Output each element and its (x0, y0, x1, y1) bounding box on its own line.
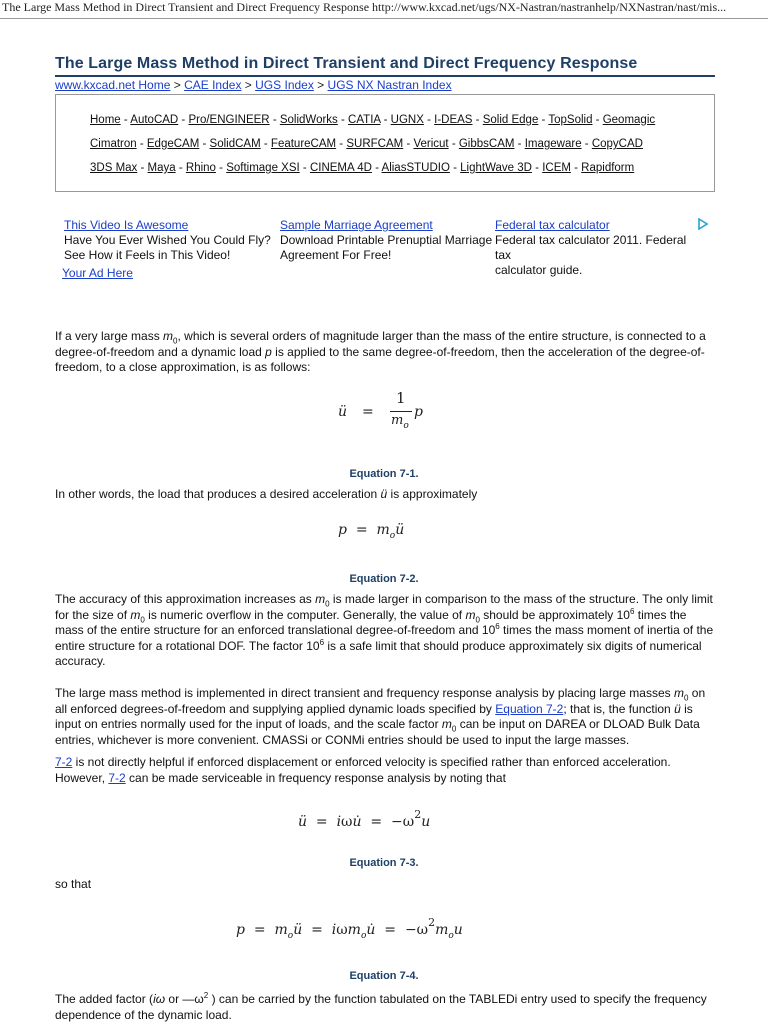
text: is approximately (387, 487, 478, 501)
text: times the mass of the entire structure for an enforced translational degree-of-freedom and 10 (55, 607, 687, 637)
equation-7-3: ü = iωu̇ = $-\omega^2u$ (298, 808, 431, 830)
nav-link-topsolid[interactable]: TopSolid (548, 114, 593, 126)
exponent: 6 (629, 606, 635, 616)
text: In other words, the load that produces a desired acceleration (55, 487, 381, 501)
nav-link-featurecam[interactable]: FeatureCAM (270, 138, 337, 150)
nav-separator: - (448, 138, 459, 150)
nav-link-icem[interactable]: ICEM (542, 162, 571, 174)
text: is input on entries normally used for the input of loads, and the scale factor (55, 701, 693, 731)
paragraph-1 (55, 329, 715, 376)
equation-caption: Equation 7-4. (349, 970, 419, 982)
nav-link-rapidform[interactable]: Rapidform (581, 162, 635, 174)
ad-title-link[interactable]: This Video Is Awesome (64, 218, 189, 232)
nav-link-edgecam[interactable]: EdgeCAM (146, 138, 200, 150)
text: The large mass method is implemented in direct transient and frequency response analysis by placing large masses (55, 686, 674, 700)
paragraph-5 (55, 755, 715, 786)
text: ) can be carried by the function tabulated on the TABLEDi entry used to specify the frequency dependence of the dynamic load. (55, 992, 707, 1022)
text: or —ω (165, 992, 204, 1006)
text: is applied to the same degree-of-freedom, then the acceleration of the degree-of-freedom, to a close approximation, is as follows: (55, 344, 705, 374)
ad-text: Download Printable Prenuptial Marriage (280, 233, 493, 247)
ad-item[interactable] (64, 218, 279, 263)
equation-caption: Equation 7-2. (349, 573, 419, 585)
nav-link-solidworks[interactable]: SolidWorks (279, 114, 338, 126)
equation-7-2-link[interactable]: 7-2 (55, 755, 73, 769)
nav-separator: - (371, 162, 382, 174)
text: The accuracy of this approximation increases as (55, 592, 316, 606)
text: so that (55, 877, 92, 891)
nav-link-imageware[interactable]: Imageware (524, 138, 582, 150)
nav-link-i-deas[interactable]: I-DEAS (434, 114, 473, 126)
breadcrumb (55, 78, 452, 92)
paragraph-7 (55, 992, 715, 1023)
nav-separator: - (449, 162, 461, 174)
text: should be approximately 10 (479, 607, 630, 622)
symbol-m: m (673, 686, 684, 700)
nav-link-pro-engineer[interactable]: Pro/ENGINEER (188, 114, 270, 126)
subscript: 0 (173, 336, 178, 346)
breadcrumb-nastran-link[interactable]: UGS NX Nastran Index (327, 78, 452, 92)
breadcrumb-separator: > (170, 78, 185, 92)
symbol-m: m (315, 592, 326, 606)
nav-separator: - (178, 114, 189, 126)
nav-separator: - (570, 162, 582, 174)
paragraph-3 (55, 592, 715, 670)
equation-7-4: $p = m_oü$ = iωm$_o$u̇ = $-\omega^2m_ou$ (236, 916, 463, 941)
nav-link-ugnx[interactable]: UGNX (390, 114, 424, 126)
nav-link-solidcam[interactable]: SolidCAM (209, 138, 261, 150)
ad-text: Have You Ever Wished You Could Fly? (64, 233, 271, 247)
nav-row-2 (90, 138, 643, 150)
nav-link-rhino[interactable]: Rhino (185, 162, 216, 174)
equation-caption: Equation 7-3. (349, 857, 419, 869)
nav-link-home[interactable]: Home (90, 114, 121, 126)
nav-separator: - (299, 162, 310, 174)
ad-text: Federal tax calculator 2011. Federal tax (495, 233, 687, 262)
exponent: 2 (203, 991, 209, 1000)
ad-item[interactable] (495, 218, 695, 278)
nav-separator: - (581, 138, 592, 150)
nav-link-lightwave-3d[interactable]: LightWave 3D (460, 162, 532, 174)
symbol-p: p (265, 344, 272, 359)
ad-text: See How it Feels in This Video! (64, 248, 231, 262)
nav-separator: - (199, 138, 210, 150)
nav-link-catia[interactable]: CATIA (348, 114, 381, 126)
nav-link-gibbscam[interactable]: GibbsCAM (458, 138, 515, 150)
breadcrumb-separator: > (313, 78, 328, 92)
nav-link-aliasstudio[interactable]: AliasSTUDIO (381, 162, 450, 174)
breadcrumb-ugs-link[interactable]: UGS Index (255, 78, 314, 92)
breadcrumb-home-link[interactable]: www.kxcad.net Home (55, 78, 171, 92)
text: times the mass moment of inertia of the entire structure for a rotational DOF. The factor 10 (55, 623, 714, 653)
text: on all enforced degrees-of-freedom and supplying applied dynamic loads specified by (55, 686, 706, 716)
nav-separator: - (120, 114, 131, 126)
nav-row-1 (90, 114, 655, 126)
nav-link-surfcam[interactable]: SURFCAM (346, 138, 404, 150)
ad-title-link[interactable]: Federal tax calculator (495, 218, 610, 232)
text: is a safe limit that should produce approximately six digits of numerical accuracy. (55, 638, 702, 668)
text: If a very large mass (55, 329, 164, 343)
nav-separator: - (592, 114, 603, 126)
paragraph-4 (55, 686, 715, 748)
header-divider (0, 18, 768, 19)
nav-separator: - (336, 138, 347, 150)
nav-separator: - (472, 114, 483, 126)
breadcrumb-cae-link[interactable]: CAE Index (184, 78, 242, 92)
symbol-m: m (465, 607, 476, 622)
subscript: 0 (325, 599, 330, 609)
symbol-i-omega: iω (153, 992, 166, 1006)
symbol-u-ddot: ü (674, 701, 681, 716)
nav-separator: - (531, 162, 543, 174)
ad-text: Agreement For Free! (280, 248, 392, 262)
subscript: 0 (140, 614, 145, 624)
nav-link-cimatron[interactable]: Cimatron (90, 138, 137, 150)
nav-separator: - (215, 162, 227, 174)
symbol-u-ddot: ü (380, 487, 388, 501)
equation-caption: Equation 7-1. (349, 468, 419, 480)
subscript: 0 (683, 693, 689, 703)
nav-separator: - (514, 138, 525, 150)
nav-separator: - (403, 138, 414, 150)
equation-7-1: ü = 1 $m_o$ p (338, 389, 423, 431)
symbol-m: m (163, 329, 174, 343)
ad-title-link[interactable]: Sample Marriage Agreement (280, 218, 433, 232)
text: can be input on DAREA or DLOAD Bulk Data entries, whichever is more convenient. CMASSi or CONMi entries should be used to input the large masses. (55, 717, 700, 747)
ad-choices-icon[interactable] (697, 218, 709, 233)
your-ad-here-link[interactable]: Your Ad Here (62, 266, 133, 280)
exponent: 6 (495, 622, 500, 631)
nav-separator: - (136, 138, 147, 150)
text: The added factor ( (55, 992, 154, 1006)
text: can be made serviceable in frequency response analysis by noting that (125, 770, 506, 785)
software-nav-box (55, 94, 715, 192)
nav-separator: - (337, 114, 349, 126)
nav-link-solid-edge[interactable]: Solid Edge (482, 114, 539, 126)
page-title: The Large Mass Method in Direct Transient and Direct Frequency Response (55, 55, 638, 72)
ad-block (60, 218, 720, 282)
symbol-m: m (130, 607, 141, 622)
nav-separator: - (137, 162, 148, 174)
paragraph-2 (55, 487, 715, 503)
text: is made larger in comparison to the mass of the structure. The only limit for the size of (55, 592, 713, 622)
nav-separator: - (175, 162, 186, 174)
equation-7-2-link[interactable]: Equation 7-2 (495, 701, 564, 716)
breadcrumb-separator: > (241, 78, 256, 92)
ad-text: calculator guide. (495, 263, 583, 277)
nav-link-maya[interactable]: Maya (147, 162, 176, 174)
title-underline (55, 75, 715, 77)
nav-separator: - (260, 138, 271, 150)
subscript: 0 (475, 614, 480, 624)
text: is not directly helpful if enforced displacement or enforced velocity is specified rather than enforced acceleration. However, (55, 755, 671, 785)
nav-separator: - (538, 114, 549, 126)
nav-separator: - (380, 114, 391, 126)
text: ; that is, the function (563, 701, 675, 716)
symbol-m: m (441, 717, 452, 731)
nav-link-autocad[interactable]: AutoCAD (130, 114, 179, 126)
equation-7-2-link[interactable]: 7-2 (108, 770, 126, 785)
nav-row-3 (90, 162, 634, 174)
equation-7-2: $p = m_oü$ (338, 522, 405, 541)
print-header: The Large Mass Method in Direct Transient and Direct Frequency Response http://www.kxcad.net/ugs/NX-Nastran/nastranhelp/NXNastran/nast/mis... (2, 0, 727, 14)
subscript: 0 (451, 724, 457, 734)
nav-link-softimage-xsi[interactable]: Softimage XSI (226, 162, 300, 174)
nav-link-cinema-4d[interactable]: CINEMA 4D (309, 162, 372, 174)
exponent: 6 (319, 637, 325, 647)
nav-link-copycad[interactable]: CopyCAD (591, 138, 643, 150)
nav-link-vericut[interactable]: Vericut (413, 138, 449, 150)
nav-link-3ds-max[interactable]: 3DS Max (90, 162, 138, 174)
nav-separator: - (423, 114, 435, 126)
ad-item[interactable] (280, 218, 495, 263)
nav-link-geomagic[interactable]: Geomagic (602, 114, 656, 126)
nav-separator: - (269, 114, 280, 126)
paragraph-6 (55, 877, 715, 893)
text: is numeric overflow in the computer. Generally, the value of (144, 607, 466, 622)
text: , which is several orders of magnitude larger than the mass of the entire structure, is connected to a degree-of-freedom and a dynamic load (55, 329, 706, 359)
